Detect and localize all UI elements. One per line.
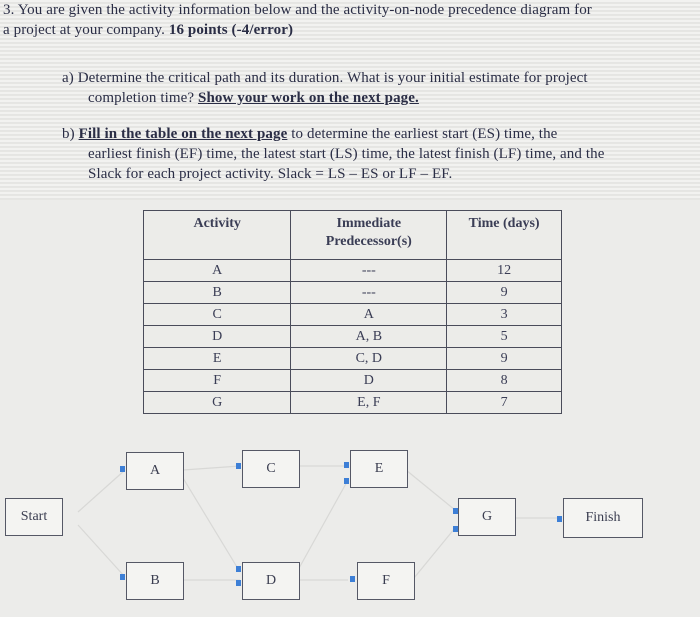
- predecessor-cell: A: [291, 304, 447, 326]
- part-b-instruction: Fill in the table on the next page: [78, 126, 288, 142]
- part-b-text: to determine the earliest start (ES) time, the: [291, 126, 558, 142]
- node-start: Start: [5, 498, 63, 536]
- activity-cell: G: [144, 392, 291, 414]
- connector-a-in: [120, 466, 125, 472]
- part-b-line-3: Slack for each project activity. Slack = LS – ES or LF – EF.: [88, 166, 453, 182]
- predecessor-cell: A, B: [291, 326, 447, 348]
- activity-cell: C: [144, 304, 291, 326]
- time-cell: 9: [447, 348, 562, 370]
- node-d: D: [242, 562, 300, 600]
- arrow-a-to-d: [183, 478, 240, 572]
- node-b: B: [126, 562, 184, 600]
- time-cell: 9: [447, 282, 562, 304]
- time-cell: 8: [447, 370, 562, 392]
- predecessor-cell: ---: [291, 282, 447, 304]
- connector-e-in-top: [344, 462, 349, 468]
- arrow-start-to-b: [78, 525, 125, 577]
- question-line-1: 3. You are given the activity information below and the activity-on-node precedence diagram for: [3, 2, 592, 18]
- time-cell: 7: [447, 392, 562, 414]
- header-activity: Activity: [144, 211, 291, 260]
- activity-cell: D: [144, 326, 291, 348]
- part-a-text-2: completion time?: [88, 90, 195, 106]
- node-finish: Finish: [563, 498, 643, 538]
- connector-d-in-top: [236, 566, 241, 572]
- time-cell: 3: [447, 304, 562, 326]
- activity-cell: E: [144, 348, 291, 370]
- part-a-instruction: Show your work on the next page.: [198, 90, 419, 106]
- connector-g-in-bottom: [453, 526, 458, 532]
- connector-f-in: [350, 576, 355, 582]
- connector-b-in: [120, 574, 125, 580]
- arrow-start-to-a: [78, 470, 125, 512]
- connector-e-in-bottom: [344, 478, 349, 484]
- arrow-f-to-g: [414, 528, 455, 578]
- node-f: F: [357, 562, 415, 600]
- node-e: E: [350, 450, 408, 488]
- arrow-a-to-c: [183, 466, 240, 470]
- arrow-d-to-e: [298, 480, 348, 570]
- time-cell: 5: [447, 326, 562, 348]
- part-a-label: a): [62, 70, 74, 86]
- predecessor-cell: E, F: [291, 392, 447, 414]
- part-b-label: b): [62, 126, 75, 142]
- part-a-text: Determine the critical path and its duration. What is your initial estimate for project: [77, 70, 588, 86]
- node-a: A: [126, 452, 184, 490]
- node-g: G: [458, 498, 516, 536]
- part-b-line-2: earliest finish (EF) time, the latest start (LS) time, the latest finish (LF) time, and the: [88, 146, 605, 162]
- header-time: Time (days): [447, 211, 562, 260]
- connector-c-in: [236, 463, 241, 469]
- activity-cell: A: [144, 260, 291, 282]
- predecessor-cell: ---: [291, 260, 447, 282]
- activity-cell: F: [144, 370, 291, 392]
- activity-cell: B: [144, 282, 291, 304]
- node-c: C: [242, 450, 300, 488]
- header-predecessors-line-1: Immediate: [336, 216, 402, 231]
- connector-g-in-top: [453, 508, 458, 514]
- predecessor-cell: C, D: [291, 348, 447, 370]
- arrow-e-to-g: [406, 470, 455, 510]
- question-context: a project at your company.: [3, 22, 165, 38]
- connector-finish-in: [557, 516, 562, 522]
- question-points: 16 points (-4/error): [168, 22, 294, 38]
- predecessor-cell: D: [291, 370, 447, 392]
- header-predecessors-line-2: Predecessor(s): [325, 234, 412, 249]
- time-cell: 12: [447, 260, 562, 282]
- connector-d-in-bottom: [236, 580, 241, 586]
